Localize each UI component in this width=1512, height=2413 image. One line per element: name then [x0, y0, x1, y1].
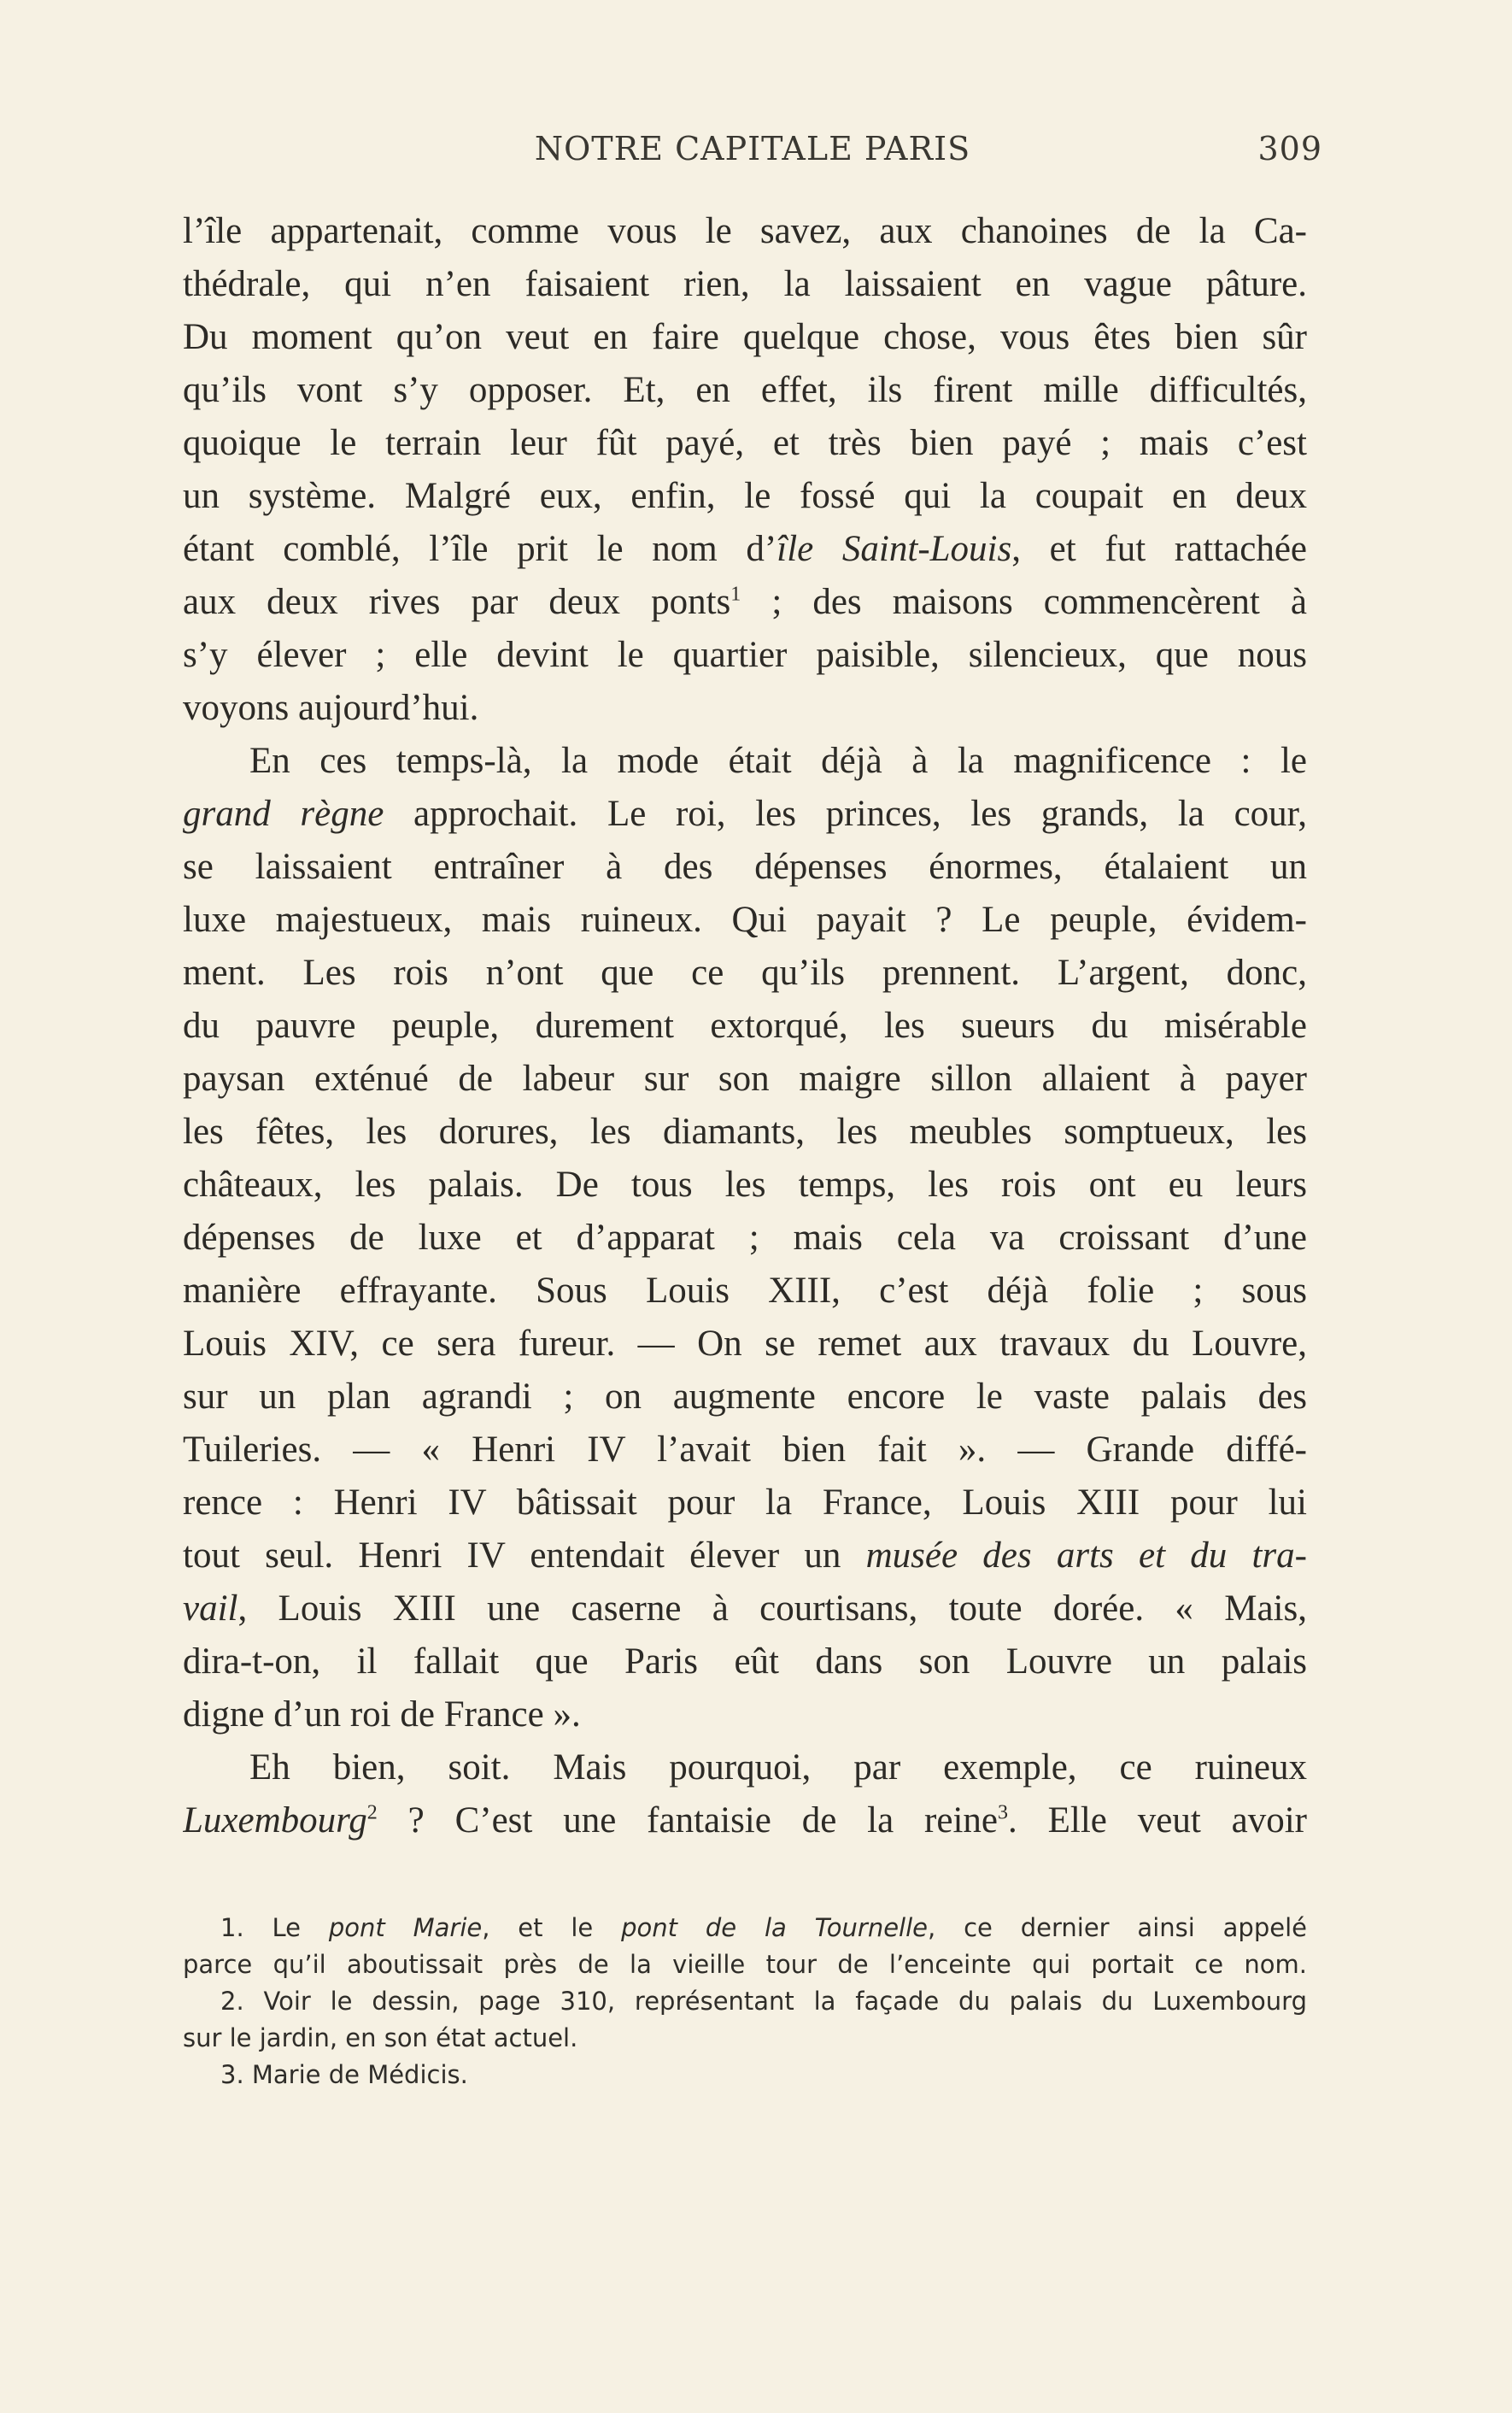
- text-run: ? C’est une fantaisie de la reine: [377, 1800, 998, 1841]
- text-line: ment. Les rois n’ont que ce qu’ils prennent. L’argent, donc,: [183, 953, 1307, 993]
- footnote-line: sur le jardin, en son état actuel.: [183, 2023, 578, 2052]
- text-line: [183, 523, 1307, 576]
- text-line: Louis XIV, ce sera fureur. — On se remet aux travaux du Louvre,: [183, 1324, 1307, 1364]
- text-line: les fêtes, les dorures, les diamants, les meubles somptueux, les: [183, 1112, 1307, 1152]
- text-line: digne d’un roi de France ».: [183, 1694, 581, 1735]
- text-line: luxe majestueux, mais ruineux. Qui payait ? Le peuple, évidem-: [183, 900, 1307, 940]
- text-line: dira-t-on, il fallait que Paris eût dans son Louvre un palais: [183, 1641, 1307, 1682]
- text-line: châteaux, les palais. De tous les temps, les rois ont eu leurs: [183, 1165, 1307, 1205]
- text-line: [183, 1794, 1307, 1847]
- italic-term: grand règne: [183, 794, 384, 834]
- text-run: approchait. Le roi, les princes, les grands, la cour,: [384, 794, 1307, 834]
- text-line: Du moment qu’on veut en faire quelque chose, vous êtes bien sûr: [183, 317, 1307, 357]
- text-line: quoique le terrain leur fût payé, et très bien payé ; mais c’est: [183, 423, 1307, 463]
- text-run: , ce dernier ainsi appelé: [928, 1913, 1307, 1942]
- footnote-ref: 1: [730, 583, 741, 606]
- footnote-ref: 2: [366, 1801, 378, 1824]
- footnote-line: 3. Marie de Médicis.: [220, 2060, 468, 2089]
- text-line: dépenses de luxe et d’apparat ; mais cela va croissant d’une: [183, 1218, 1307, 1258]
- text-run: 1. Le: [220, 1913, 329, 1942]
- footnote-line: [183, 1910, 1307, 1946]
- text-line: qu’ils vont s’y opposer. Et, en effet, ils firent mille difficultés,: [183, 370, 1307, 410]
- text-run: . Elle veut avoir: [1008, 1800, 1307, 1841]
- text-run: , et le: [482, 1913, 622, 1942]
- text-line: Tuileries. — « Henri IV l’avait bien fait ». — Grande diffé-: [183, 1430, 1307, 1470]
- text-run: , Louis XIII une caserne à courtisans, toute dorée. « Mais,: [237, 1588, 1307, 1629]
- text-line: Eh bien, soit. Mais pourquoi, par exemple, ce ruineux: [249, 1747, 1307, 1788]
- page-header: [183, 130, 1322, 167]
- italic-term: vail: [183, 1588, 238, 1629]
- text-run: tout seul. Henri IV entendait élever un: [183, 1535, 866, 1576]
- page-number: 309: [1257, 130, 1322, 167]
- running-title: NOTRE CAPITALE PARIS: [534, 130, 971, 167]
- footnote-line: 2. Voir le dessin, page 310, représentant la façade du palais du Luxembourg: [220, 1987, 1307, 2016]
- text-run: ; des maisons commencèrent à: [741, 582, 1307, 622]
- text-line: s’y élever ; elle devint le quartier paisible, silencieux, que nous: [183, 635, 1307, 675]
- body-text: [183, 205, 1307, 1847]
- text-line: paysan exténué de labeur sur son maigre sillon allaient à payer: [183, 1059, 1307, 1099]
- text-line: rence : Henri IV bâtissait pour la France, Louis XIII pour lui: [183, 1482, 1307, 1523]
- text-line: sur un plan agrandi ; on augmente encore le vaste palais des: [183, 1377, 1307, 1417]
- italic-term: île Saint-Louis: [777, 529, 1012, 569]
- text-line: se laissaient entraîner à des dépenses énormes, étalaient un: [183, 847, 1307, 887]
- text-line: voyons aujourd’hui.: [183, 688, 479, 728]
- text-run: étant comblé, l’île prit le nom d’: [183, 529, 777, 569]
- italic-term: pont Marie: [328, 1913, 483, 1942]
- italic-term: Luxembourg: [183, 1800, 367, 1841]
- text-run: aux deux rives par deux ponts: [183, 582, 731, 622]
- text-line: [183, 576, 1307, 629]
- text-line: un système. Malgré eux, enfin, le fossé qui la coupait en deux: [183, 476, 1307, 516]
- text-line: [183, 1582, 1307, 1635]
- text-line: [183, 788, 1307, 841]
- footnote-ref: 3: [998, 1801, 1008, 1824]
- italic-term: pont de la Tournelle: [621, 1913, 929, 1942]
- text-line: thédrale, qui n’en faisaient rien, la laissaient en vague pâture.: [183, 264, 1307, 304]
- footnote-line: parce qu’il aboutissait près de la vieille tour de l’enceinte qui portait ce nom.: [183, 1950, 1307, 1979]
- text-line: manière effrayante. Sous Louis XIII, c’est déjà folie ; sous: [183, 1271, 1307, 1311]
- text-line: En ces temps-là, la mode était déjà à la magnificence : le: [249, 741, 1307, 781]
- italic-term: musée des arts et du tra-: [865, 1535, 1307, 1576]
- text-line: du pauvre peuple, durement extorqué, les sueurs du misérable: [183, 1006, 1307, 1046]
- text-line: [183, 1529, 1307, 1582]
- footnotes: [183, 1910, 1307, 2093]
- text-run: , et fut rattachée: [1011, 529, 1307, 569]
- text-line: l’île appartenait, comme vous le savez, aux chanoines de la Ca-: [183, 211, 1307, 251]
